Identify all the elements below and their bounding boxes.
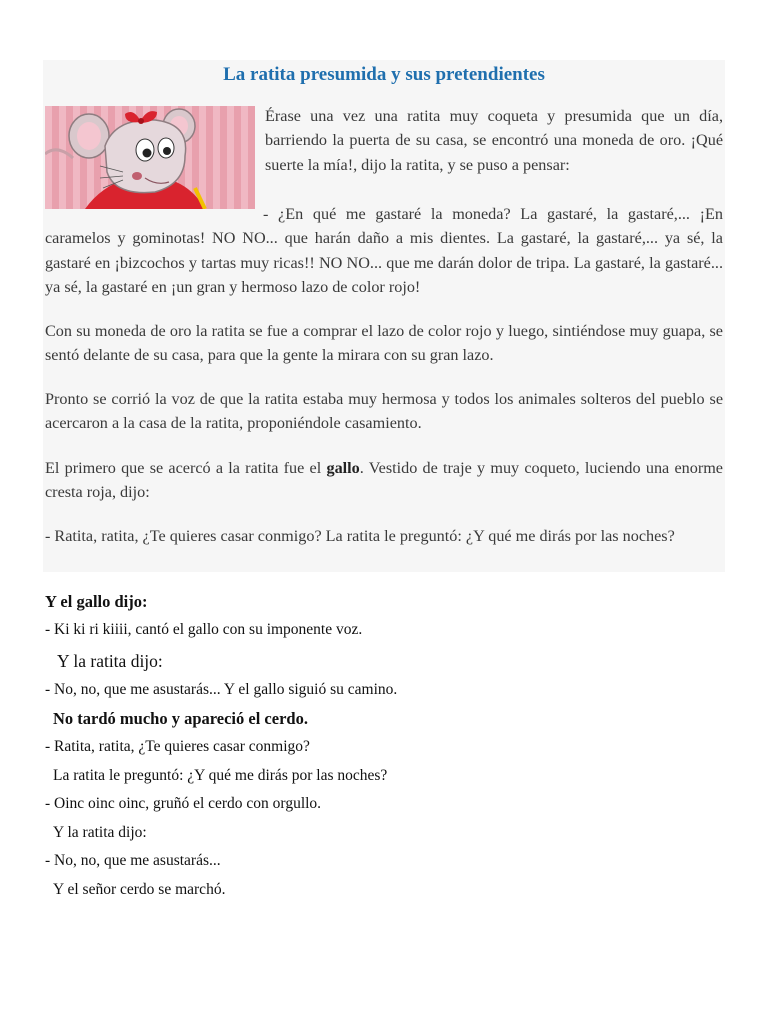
- paragraph-6: - Ratita, ratita, ¿Te quieres casar conmigo? La ratita le preguntó: ¿Y qué me dirás por las noches?: [45, 527, 675, 545]
- dialogue-line-6: - Ratita, ratita, ¿Te quieres casar conmigo?: [45, 738, 310, 755]
- dialogue-line-1: Y el gallo dijo:: [45, 592, 148, 611]
- dialogue-line-7: La ratita le preguntó: ¿Y qué me dirás por las noches?: [53, 767, 388, 784]
- gallo-word: gallo: [326, 459, 360, 477]
- paragraph-5: [45, 456, 723, 505]
- story-panel: [43, 60, 725, 572]
- paragraph-2-text: - ¿En qué me gastaré la moneda? La gastaré, la gastaré,... ¡En caramelos y gominotas! NO NO... que harán daño a mis dientes. La gastaré, la gastaré,... ya sé, la gastaré en ¡bizcochos y tartas muy ricas!! NO NO... que me darán dolor de tripa. La gastaré, la gastaré... ya sé, la gastaré en ¡un gran y hermoso lazo de color rojo!: [45, 205, 723, 297]
- paragraph-1: Érase una vez una ratita muy coqueta y presumida que un día, barriendo la puerta de su casa, se encontró una moneda de oro. ¡Qué suerte la mía!, dijo la ratita, y se puso a pensar:: [265, 107, 723, 174]
- dialogue-line-11: Y el señor cerdo se marchó.: [53, 881, 226, 898]
- dialogue-line-3: Y la ratita dijo:: [57, 651, 163, 671]
- dialogue-line-9: Y la ratita dijo:: [53, 824, 147, 841]
- paragraph-2: [45, 202, 723, 300]
- paragraph-4: Pronto se corrió la voz de que la ratita estaba muy hermosa y todos los animales solteros del pueblo se acercaron a la casa de la ratita, proponiéndole casamiento.: [45, 390, 723, 433]
- dialogue-line-2: - Ki ki ri kiiii, cantó el gallo con su imponente voz.: [45, 621, 363, 638]
- dialogue-line-8: - Oinc oinc oinc, gruñó el cerdo con orgullo.: [45, 795, 322, 812]
- story-title: La ratita presumida y sus pretendientes: [223, 64, 545, 85]
- dialogue-line-4: - No, no, que me asustarás... Y el gallo siguió su camino.: [45, 681, 398, 698]
- dialogue-line-10: - No, no, que me asustarás...: [45, 852, 221, 869]
- paragraph-5-end: . Vestido de traje y muy coqueto, luciendo una enorme cresta roja, dijo:: [45, 459, 723, 502]
- dialogue-line-5: No tardó mucho y apareció el cerdo.: [53, 709, 308, 728]
- paragraph-3: Con su moneda de oro la ratita se fue a comprar el lazo de color rojo y luego, sintiéndose muy guapa, se sentó delante de su casa, para que la gente la mirara con su gran lazo.: [45, 322, 723, 365]
- paragraph-5-start: El primero que se acercó a la ratita fue el: [45, 459, 327, 477]
- mouse-illustration: [45, 106, 255, 209]
